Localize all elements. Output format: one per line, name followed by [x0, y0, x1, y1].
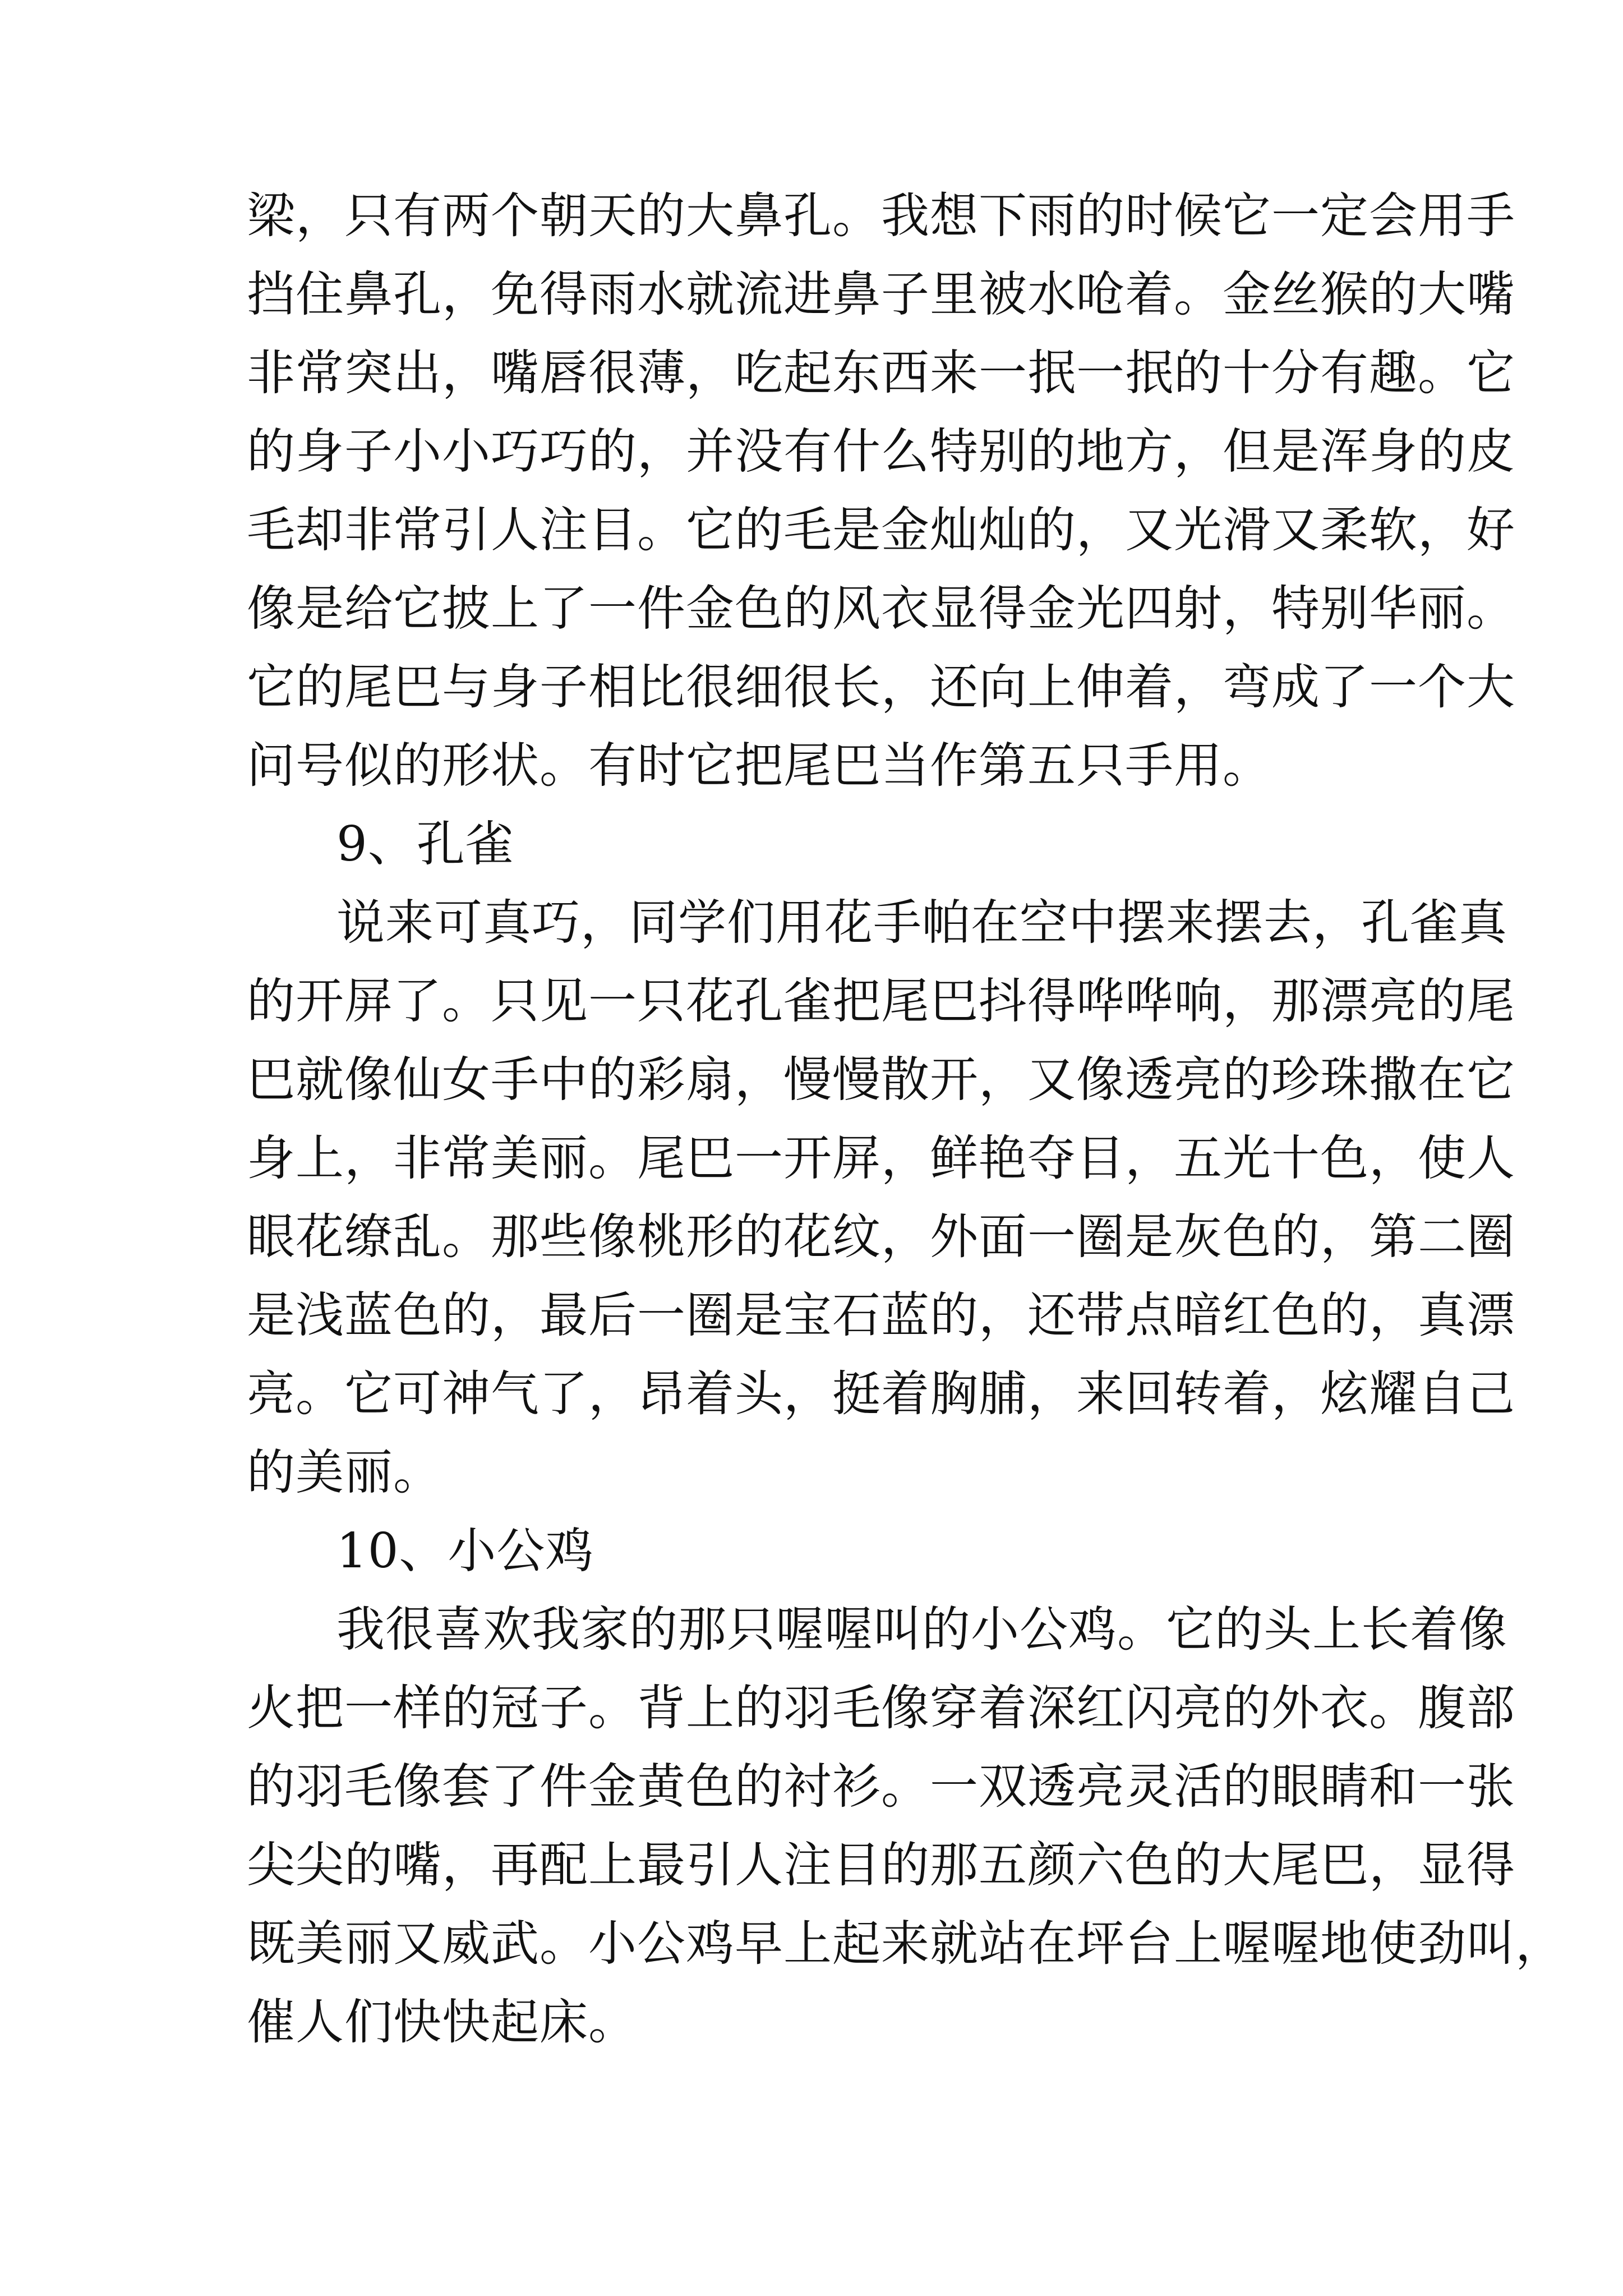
paragraph-line: 既美丽又威武。小公鸡早上起来就站在坪台上喔喔地使劲叫， [247, 1916, 1564, 1972]
paragraph-line: 巴就像仙女手中的彩扇，慢慢散开，又像透亮的珍珠撒在它 [247, 1052, 1515, 1108]
paragraph-line: 像是给它披上了一件金色的风衣显得金光四射，特别华丽。 [247, 581, 1515, 637]
paragraph-line: 的开屏了。只见一只花孔雀把尾巴抖得哗哗响，那漂亮的尾 [247, 973, 1515, 1029]
paragraph-line: 火把一样的冠子。背上的羽毛像穿着深红闪亮的外衣。腹部 [247, 1680, 1515, 1736]
paragraph-line: 非常突出，嘴唇很薄，吃起东西来一抿一抿的十分有趣。它 [247, 345, 1515, 401]
paragraph-line: 是浅蓝色的，最后一圈是宝石蓝的，还带点暗红色的，真漂 [247, 1287, 1515, 1343]
paragraph-line: 挡住鼻孔，免得雨水就流进鼻子里被水呛着。金丝猴的大嘴 [247, 266, 1515, 323]
paragraph-line: 的羽毛像套了件金黄色的衬衫。一双透亮灵活的眼睛和一张 [247, 1759, 1515, 1815]
paragraph-line: 它的尾巴与身子相比很细很长，还向上伸着，弯成了一个大 [247, 659, 1515, 715]
section-heading-peacock: 9、孔雀 [336, 816, 514, 872]
paragraph-line: 眼花缭乱。那些像桃形的花纹，外面一圈是灰色的，第二圈 [247, 1209, 1515, 1265]
section-heading-rooster: 10、小公鸡 [336, 1523, 594, 1579]
paragraph-line: 说来可真巧，同学们用花手帕在空中摆来摆去，孔雀真 [336, 895, 1507, 951]
paragraph-line: 身上，非常美丽。尾巴一开屏，鲜艳夺目，五光十色，使人 [247, 1130, 1515, 1186]
paragraph-line: 尖尖的嘴，再配上最引人注目的那五颜六色的大尾巴，显得 [247, 1837, 1515, 1893]
paragraph-line: 亮。它可神气了，昂着头，挺着胸脯，来回转着，炫耀自己 [247, 1366, 1515, 1422]
paragraph-line: 毛却非常引人注目。它的毛是金灿灿的，又光滑又柔软，好 [247, 502, 1515, 558]
paragraph-line: 催人们快快起床。 [247, 1994, 637, 2050]
paragraph-line: 我很喜欢我家的那只喔喔叫的小公鸡。它的头上长着像 [336, 1602, 1507, 1658]
paragraph-line: 问号似的形状。有时它把尾巴当作第五只手用。 [247, 738, 1271, 794]
paragraph-line: 梁，只有两个朝天的大鼻孔。我想下雨的时候它一定会用手 [247, 188, 1515, 244]
paragraph-line: 的美丽。 [247, 1444, 442, 1501]
paragraph-line: 的身子小小巧巧的，并没有什么特别的地方，但是浑身的皮 [247, 424, 1515, 480]
